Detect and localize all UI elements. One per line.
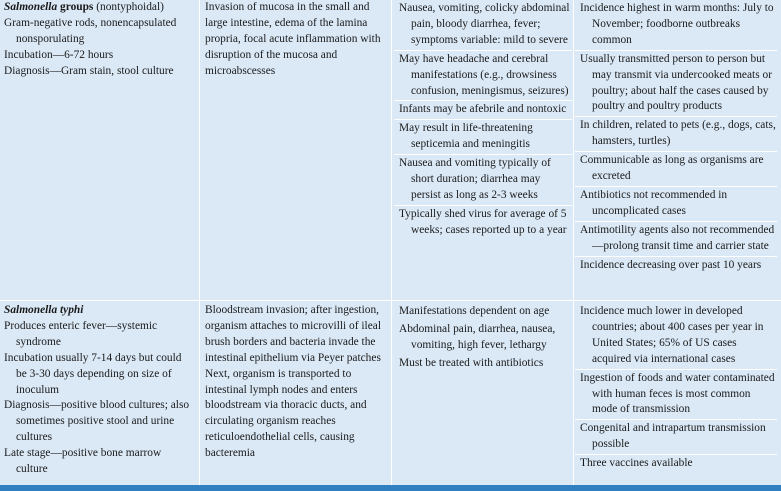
organism-detail: Produces enteric fever—systemic syndrome bbox=[4, 319, 158, 348]
clinical-item: Nausea and vomiting typically of short duration; diarrhea may persist as long as 2-3 weeks bbox=[394, 155, 572, 206]
clinical-item: May have headache and cerebral manifestations (e.g., drowsiness confusion, meningismus, seizures) bbox=[394, 51, 572, 102]
epidemiology-item: In children, related to pets (e.g., dogs, cats, hamsters, turtles) bbox=[575, 117, 777, 152]
column-divider bbox=[391, 0, 392, 485]
clinical-item: Must be treated with antibiotics bbox=[399, 356, 544, 369]
clinical-cell bbox=[394, 303, 572, 373]
pathophysiology-text: Bloodstream invasion; after ingestion, organism attaches to microvilli of ileal brush borders and bacteria invade the intestinal epithelium via Peyer patches Next, organism is transported to intestinal lymph nodes and enters bloodstream via thoracic ducts, and circulating organism reaches reticuloendothelial cells, causing bacteremia bbox=[205, 304, 381, 460]
epidemiology-item: Incidence much lower in developed countries; about 400 cases per year in United States; 65% of US cases acquired via international cases bbox=[575, 303, 777, 370]
organism-detail: Diagnosis—positive blood cultures; also sometimes positive stool and urine cultures bbox=[4, 399, 190, 444]
organism-detail: Late stage—positive bone marrow culture bbox=[4, 447, 162, 476]
epidemiology-item: Usually transmitted person to person but may transmit via undercooked meats or poultry; about half the cases caused by poultry and poultry products bbox=[575, 51, 777, 118]
organism-detail: Diagnosis—Gram stain, stool culture bbox=[4, 64, 174, 77]
clinical-item: Infants may be afebrile and nontoxic bbox=[394, 101, 572, 120]
epidemiology-item: Antibiotics not recommended in uncomplicated cases bbox=[575, 187, 777, 222]
clinical-cell bbox=[394, 0, 572, 240]
clinical-item: Manifestations dependent on age bbox=[399, 305, 550, 317]
clinical-item: Abdominal pain, diarrhea, nausea, vomiting, high fever, lethargy bbox=[399, 322, 556, 351]
epidemiology-item: Incidence highest in warm months: July to November; foodborne outbreaks common bbox=[575, 0, 777, 51]
organism-title: Salmonella typhi bbox=[4, 304, 84, 316]
epidemiology-cell bbox=[575, 0, 777, 275]
epidemiology-item: Three vaccines available bbox=[580, 457, 693, 470]
row-divider bbox=[0, 300, 781, 301]
organism-cell bbox=[4, 303, 192, 478]
organism-detail: Incubation usually 7-14 days but could be 3-30 days depending on size of inoculum bbox=[4, 351, 182, 396]
epidemiology-item: Congenital and intrapartum transmission possible bbox=[575, 420, 777, 455]
column-divider bbox=[573, 0, 574, 485]
clinical-item: Nausea, vomiting, colicky abdominal pain, bloody diarrhea, fever; symptoms variable: mild to severe bbox=[394, 0, 572, 51]
table-bottom-bar bbox=[0, 485, 781, 491]
pathophysiology-cell bbox=[205, 303, 390, 462]
epidemiology-item: Ingestion of foods and water contaminated with human feces is most common mode of transmission bbox=[575, 370, 777, 421]
epidemiology-cell bbox=[575, 303, 777, 473]
organism-detail: Incubation—6-72 hours bbox=[4, 48, 114, 61]
pathophysiology-cell bbox=[205, 0, 390, 80]
epidemiology-item: Incidence decreasing over past 10 years bbox=[580, 258, 762, 271]
column-divider bbox=[199, 0, 200, 485]
pathophysiology-text: Invasion of mucosa in the small and large intestine, edema of the lamina propria, focal acute inflammation with disruption of the mucosa and microabscesses bbox=[205, 1, 381, 77]
clinical-item: May result in life-threatening septicemia and meningitis bbox=[394, 120, 572, 155]
epidemiology-item: Antimotility agents also not recommended—prolong transit time and carrier state bbox=[575, 222, 777, 257]
organism-detail: Gram-negative rods, nonencapsulated nonsporulating bbox=[4, 16, 177, 45]
clinical-item: Typically shed virus for average of 5 weeks; cases reported up to a year bbox=[399, 207, 567, 236]
epidemiology-item: Communicable as long as organisms are excreted bbox=[575, 152, 777, 187]
organism-cell bbox=[4, 0, 192, 80]
organism-title: Salmonella groups (nontyphoidal) bbox=[4, 1, 164, 13]
